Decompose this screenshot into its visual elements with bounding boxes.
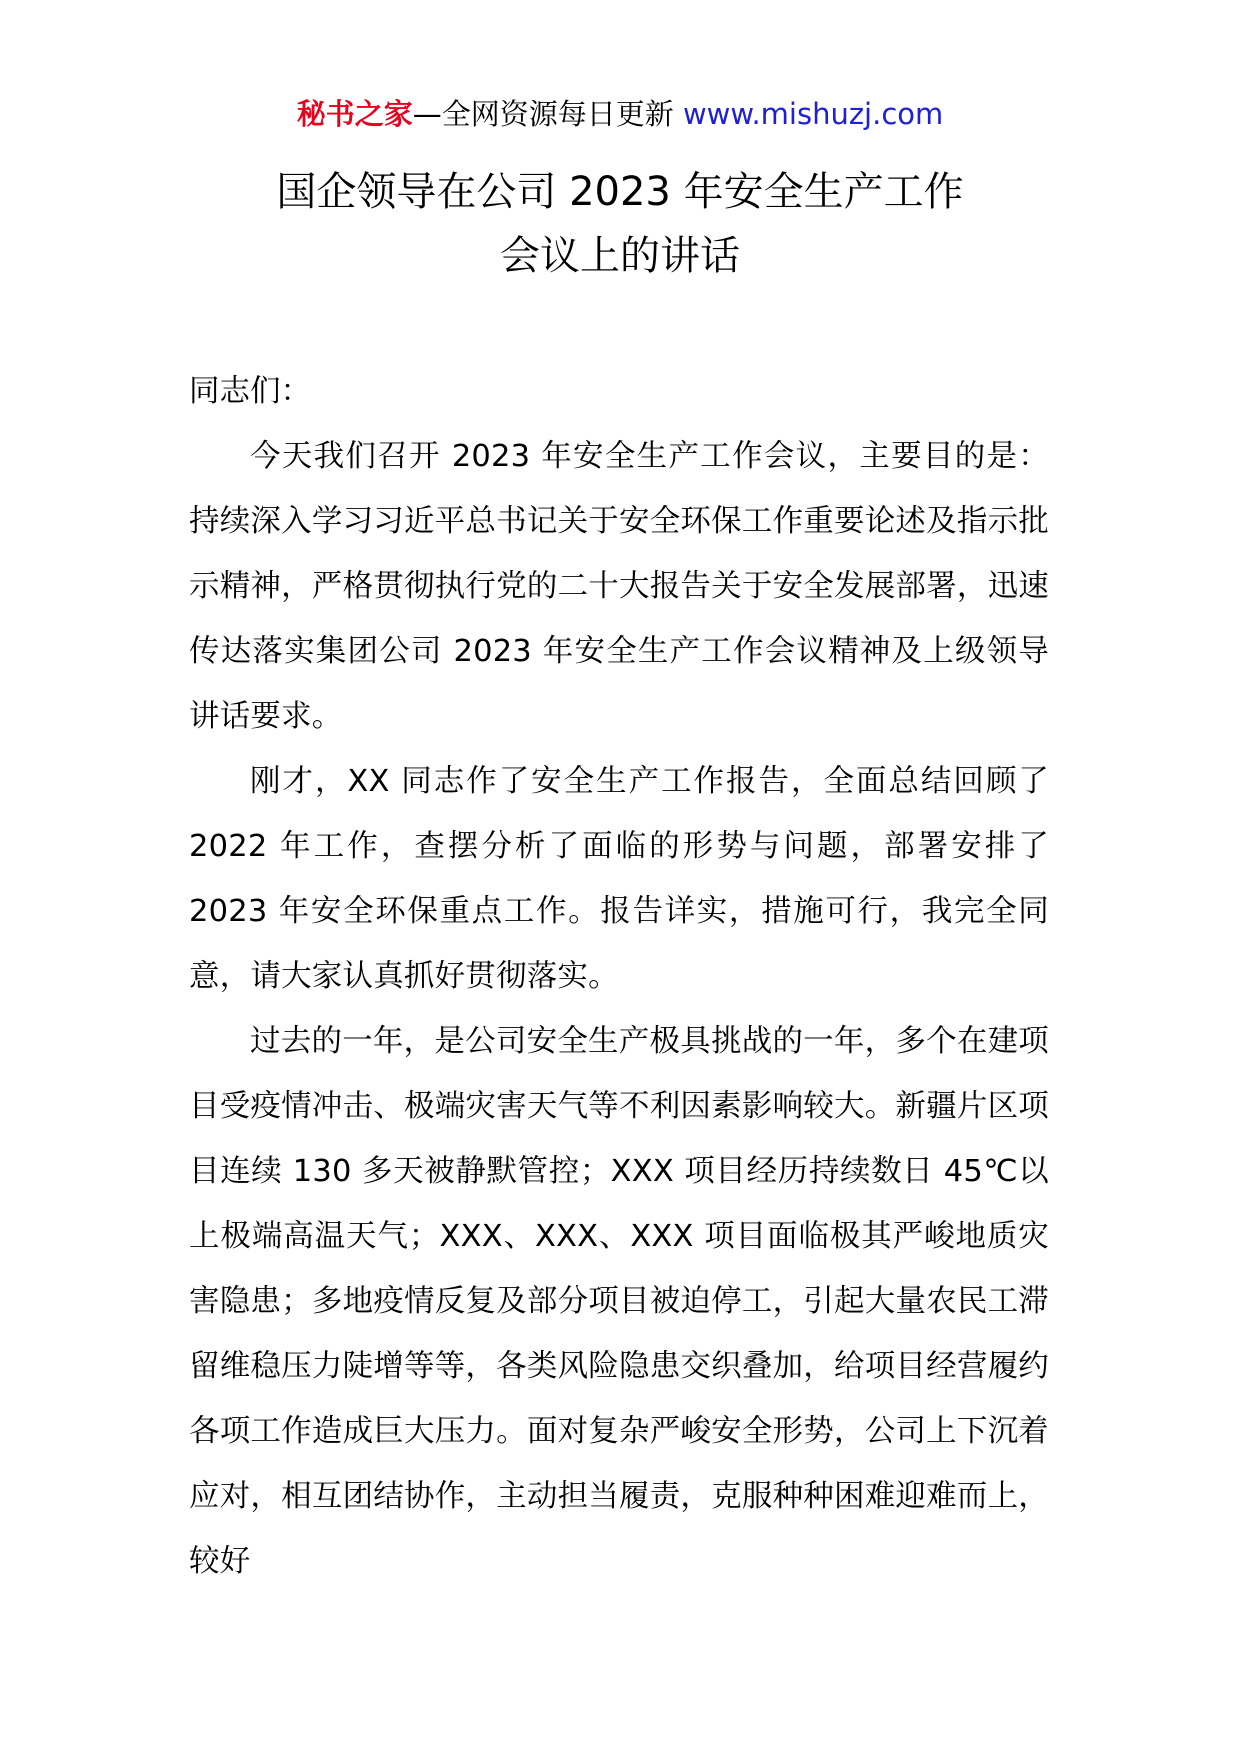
paragraph-1: 今天我们召开 2023 年安全生产工作会议，主要目的是：持续深入学习习近平总书记关于安全环保工作重要论述及指示批示精神，严格贯彻执行党的二十大报告关于安全发展部署，迅速传达落实集团公司 2023 年安全生产工作会议精神及上级领导讲话要求。 — [189, 439, 1049, 734]
paragraph-2: 刚才，XX 同志作了安全生产工作报告，全面总结回顾了 2022 年工作，查摆分析了面临的形势与问题，部署安排了 2023 年安全环保重点工作。报告详实，措施可行，我完全同意，请大家认真抓好贯彻落实。 — [189, 764, 1049, 994]
site-header — [0, 94, 1240, 134]
site-url[interactable]: www.mishuzj.com — [682, 97, 944, 131]
document-title — [0, 160, 1240, 288]
title-line-2: 会议上的讲话 — [500, 233, 740, 279]
document-body — [189, 359, 1049, 1594]
title-line-1: 国企领导在公司 2023 年安全生产工作 — [276, 169, 964, 215]
paragraph-3: 过去的一年，是公司安全生产极具挑战的一年，多个在建项目受疫情冲击、极端灾害天气等不利因素影响较大。新疆片区项目连续 130 多天被静默管控；XXX 项目经历持续数日 45℃以上极端高温天气；XXX、XXX、XXX 项目面临极其严峻地质灾害隐患；多地疫情反复及部分项目被迫停工，引起大量农民工滞留维稳压力陡增等等，各类风险隐患交织叠加，给项目经营履约各项工作造成巨大压力。面对复杂严峻安全形势，公司上下沉着应对，相互团结协作，主动担当履责，克服种种困难迎难而上，较好 — [189, 1024, 1049, 1579]
site-slogan: —全网资源每日更新 — [412, 97, 674, 131]
salutation: 同志们： — [189, 374, 311, 409]
brand-name: 秘书之家 — [296, 97, 413, 131]
